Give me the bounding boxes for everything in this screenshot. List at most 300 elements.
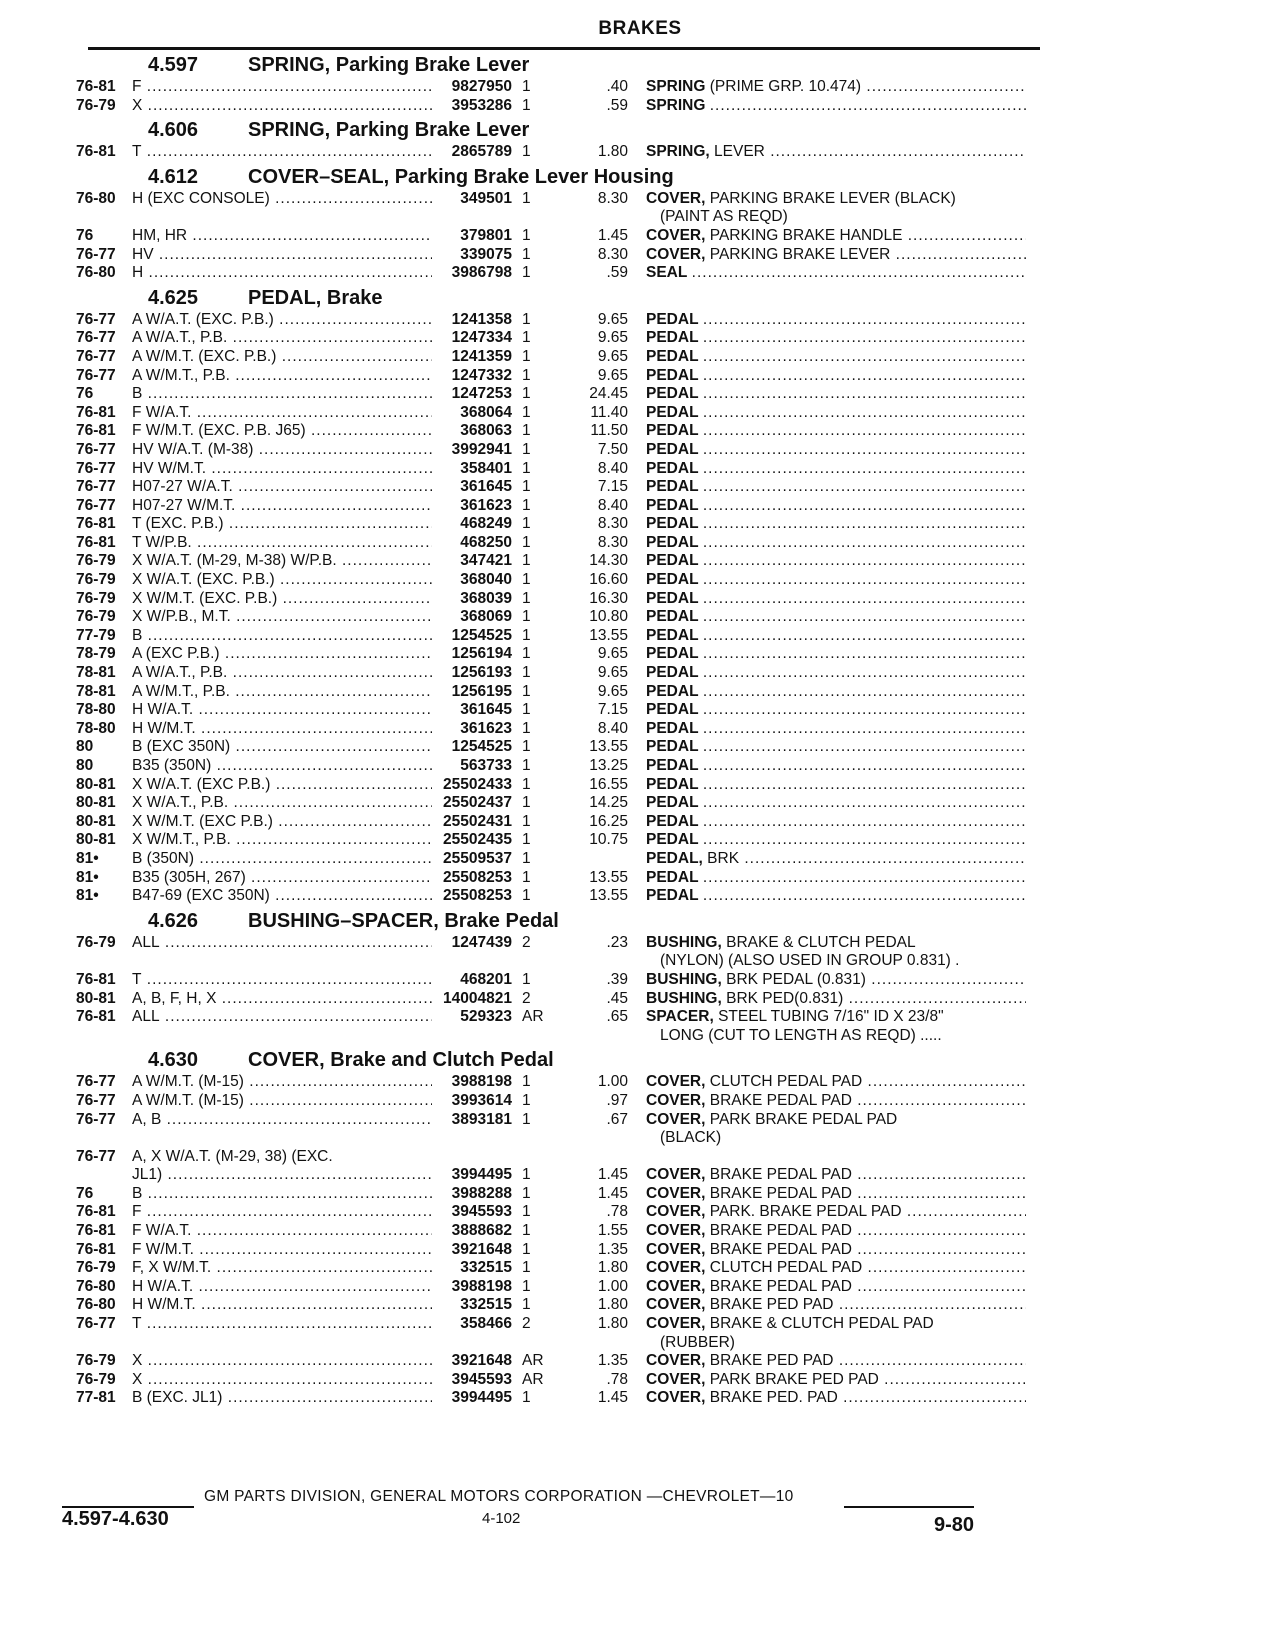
description-detail <box>703 497 1026 514</box>
price: 9.65 <box>597 310 628 328</box>
model-years: 80-81 <box>76 794 116 812</box>
part-number: 1256195 <box>451 682 512 700</box>
table-row <box>76 720 1046 739</box>
price: 8.30 <box>597 245 628 263</box>
application <box>132 367 432 386</box>
description-keyword: PEDAL <box>646 887 699 905</box>
description-keyword: BUSHING, <box>646 989 722 1007</box>
part-number: 3988198 <box>451 1073 512 1091</box>
part-number: 25508253 <box>443 887 512 905</box>
table-row <box>76 1315 1046 1352</box>
description-detail: PARKING BRAKE LEVER ..... <box>710 246 1026 263</box>
part-number: 1256194 <box>451 645 512 663</box>
price: .78 <box>606 1203 628 1221</box>
price: .23 <box>606 933 628 951</box>
table-row <box>76 348 1046 367</box>
description-line <box>646 1278 1026 1295</box>
description <box>646 571 1026 590</box>
description-keyword: PEDAL <box>646 626 699 644</box>
description <box>646 645 1026 664</box>
quantity: 1 <box>522 478 531 496</box>
description-keyword: COVER, <box>646 1203 706 1221</box>
application-text: HM, HR ..... <box>132 227 432 244</box>
description <box>646 1241 1026 1260</box>
description-keyword: COVER, <box>646 245 706 263</box>
description <box>646 311 1026 330</box>
description-keyword: COVER, <box>646 189 706 207</box>
section-title: SPRING, Parking Brake Lever <box>248 119 530 142</box>
description-keyword: COVER, <box>646 1259 706 1277</box>
description-line <box>646 627 1026 644</box>
price: .78 <box>606 1370 628 1388</box>
description-line <box>646 497 1026 514</box>
price: 8.30 <box>597 515 628 533</box>
price: 1.00 <box>597 1277 628 1295</box>
description-continuation: (BLACK) <box>660 1129 722 1147</box>
model-years: 76-79 <box>76 571 116 589</box>
description <box>646 329 1026 348</box>
model-years: 80-81 <box>76 775 116 793</box>
price: 9.65 <box>597 366 628 384</box>
section-title: SPRING, Parking Brake Lever <box>248 54 530 76</box>
description-detail: BRAKE PED PAD ..... <box>710 1352 1026 1369</box>
quantity: 1 <box>522 701 531 719</box>
part-number: 25502437 <box>443 794 512 812</box>
price: 9.65 <box>597 645 628 663</box>
application <box>132 311 432 330</box>
model-years: 76-77 <box>76 310 116 328</box>
application <box>132 385 432 404</box>
description-line <box>646 1241 1026 1258</box>
description <box>646 971 1026 990</box>
application-text: B35 (305H, 267) ..... <box>132 869 432 886</box>
table-row <box>76 869 1046 888</box>
table-row <box>76 813 1046 832</box>
description-detail <box>703 348 1026 365</box>
application <box>132 683 432 702</box>
catalog-section <box>76 119 1046 162</box>
price: 7.50 <box>597 440 628 458</box>
title-rule <box>88 47 1040 50</box>
table-row <box>76 757 1046 776</box>
application-text: F W/A.T. ..... <box>132 1222 432 1239</box>
table-row <box>76 934 1046 971</box>
description-line <box>646 1296 1026 1313</box>
part-number: 9827950 <box>451 78 512 95</box>
description-continuation: LONG (CUT TO LENGTH AS REQD) ..... <box>660 1026 942 1044</box>
quantity: 1 <box>522 459 531 477</box>
description-keyword: PEDAL <box>646 719 699 737</box>
description <box>646 367 1026 386</box>
price: 13.25 <box>589 757 628 774</box>
description-detail <box>703 422 1026 439</box>
application <box>132 552 432 571</box>
description-keyword: PEDAL <box>646 533 699 551</box>
application-text: A W/A.T. (EXC. P.B.) ..... <box>132 311 432 328</box>
application-text: X W/A.T. (EXC. P.B.) ..... <box>132 571 432 588</box>
description-keyword: PEDAL <box>646 366 699 384</box>
price: 24.45 <box>589 385 628 403</box>
application <box>132 264 432 283</box>
description-keyword: SEAL <box>646 264 688 282</box>
application <box>132 246 432 265</box>
description-detail <box>703 311 1026 328</box>
description-detail <box>703 757 1026 774</box>
table-row <box>76 515 1046 534</box>
application-text: T W/P.B. ..... <box>132 534 432 551</box>
table-row <box>76 441 1046 460</box>
part-number: 529323 <box>460 1008 512 1026</box>
application <box>132 1352 432 1371</box>
application <box>132 1296 432 1315</box>
description <box>646 227 1026 246</box>
price: 16.60 <box>589 571 628 589</box>
price: 9.65 <box>597 664 628 682</box>
application-text: X W/A.T. (M-29, M-38) W/P.B. ..... <box>132 552 432 569</box>
model-years: 76-81 <box>76 1008 116 1026</box>
application <box>132 794 432 813</box>
description-detail <box>703 776 1026 793</box>
description-line <box>646 1203 1026 1220</box>
quantity: 1 <box>522 608 531 626</box>
quantity: 1 <box>522 366 531 384</box>
description-line <box>646 1073 1026 1090</box>
description-keyword: PEDAL <box>646 403 699 421</box>
quantity: 1 <box>522 794 531 812</box>
description-line <box>646 869 1026 886</box>
application <box>132 534 432 553</box>
quantity: 1 <box>522 515 531 533</box>
footer-date: 9-80 <box>933 1514 974 1536</box>
description-continuation: (NYLON) (ALSO USED IN GROUP 0.831) . <box>660 952 960 970</box>
part-number: 358401 <box>460 459 512 477</box>
part-number: 347421 <box>460 552 512 570</box>
application-text: X W/A.T., P.B. ..... <box>132 794 432 811</box>
description-keyword: COVER, <box>646 1073 706 1091</box>
price: .39 <box>606 970 628 988</box>
description-keyword: COVER, <box>646 1110 706 1128</box>
application-text: B ..... <box>132 627 432 644</box>
description-line <box>646 1259 1026 1276</box>
quantity: AR <box>522 1370 544 1388</box>
description-keyword: PEDAL <box>646 664 699 682</box>
description <box>646 934 1026 971</box>
section-title: PEDAL, Brake <box>248 286 383 309</box>
description-detail: STEEL TUBING 7/16" ID X 23/8" <box>718 1008 944 1026</box>
description-keyword: PEDAL <box>646 775 699 793</box>
price: 1.00 <box>597 1073 628 1091</box>
catalog-section <box>76 287 1046 906</box>
quantity: 1 <box>522 422 531 440</box>
description-detail <box>703 385 1026 402</box>
model-years: 76-80 <box>76 1277 116 1295</box>
description-detail: PARK BRAKE PEDAL PAD <box>709 1110 898 1128</box>
application-text: H W/A.T. ..... <box>132 701 432 718</box>
application <box>132 887 432 906</box>
model-years: 76-77 <box>76 496 116 514</box>
description <box>646 1352 1026 1371</box>
section-title: COVER–SEAL, Parking Brake Lever Housing <box>248 165 674 188</box>
description-keyword: SPRING, <box>646 143 710 161</box>
description-detail <box>703 478 1026 495</box>
quantity: 1 <box>522 887 531 905</box>
application <box>132 422 432 441</box>
model-years: 76-79 <box>76 96 116 114</box>
part-number: 468249 <box>460 515 512 533</box>
description-keyword: COVER, <box>646 1277 706 1295</box>
model-years: 76-77 <box>76 1073 116 1091</box>
table-row <box>76 850 1046 869</box>
table-row <box>76 1389 1046 1408</box>
application <box>132 934 432 953</box>
description-detail <box>692 264 1026 281</box>
application-text: HV ..... <box>132 246 432 263</box>
application-text: F ..... <box>132 1203 432 1220</box>
model-years: 76-80 <box>76 1296 116 1314</box>
section-number: 4.625 <box>148 286 199 309</box>
quantity: 1 <box>522 264 531 282</box>
model-years: 76-77 <box>76 1315 116 1333</box>
description <box>646 990 1026 1009</box>
application <box>132 1278 432 1297</box>
part-number: 1247332 <box>451 366 512 384</box>
description <box>646 1278 1026 1297</box>
description-detail: BRAKE PEDAL PAD ..... <box>710 1241 1026 1258</box>
quantity: 1 <box>522 571 531 589</box>
description-detail: BRAKE PED. PAD ..... <box>710 1389 1026 1406</box>
table-row <box>76 1166 1046 1185</box>
description-detail <box>703 645 1026 662</box>
quantity: 1 <box>522 626 531 644</box>
table-row <box>76 1203 1046 1222</box>
description-detail <box>703 534 1026 551</box>
description-keyword: COVER, <box>646 1370 706 1388</box>
model-years: 76-80 <box>76 264 116 282</box>
description-detail <box>703 552 1026 569</box>
description-keyword: PEDAL <box>646 757 699 774</box>
application <box>132 1092 432 1111</box>
description-line <box>646 1352 1026 1369</box>
application <box>132 190 432 209</box>
description <box>646 869 1026 888</box>
description <box>646 348 1026 367</box>
description <box>646 143 1026 162</box>
description <box>646 78 1026 97</box>
application <box>132 971 432 990</box>
price: 16.30 <box>589 589 628 607</box>
description-line <box>646 460 1026 477</box>
section-heading <box>76 119 1046 143</box>
description-keyword: COVER, <box>646 1240 706 1258</box>
part-number: 25509537 <box>443 849 512 867</box>
catalog-section <box>76 910 1046 1046</box>
description-line <box>646 311 1026 328</box>
description-line <box>646 1111 897 1128</box>
quantity: 1 <box>522 1073 531 1091</box>
description-detail <box>703 460 1026 477</box>
price: 1.80 <box>597 1315 628 1333</box>
description-line <box>646 645 1026 662</box>
application <box>132 1371 432 1390</box>
section-heading <box>76 166 1046 190</box>
application-text: B47-69 (EXC 350N) ..... <box>132 887 432 904</box>
description <box>646 738 1026 757</box>
description-detail: BRK ..... <box>707 850 1026 867</box>
description-keyword: PEDAL <box>646 385 699 403</box>
table-row <box>76 329 1046 348</box>
description <box>646 1111 1026 1148</box>
model-years: 76-77 <box>76 440 116 458</box>
description-detail <box>703 720 1026 737</box>
description <box>646 1008 1026 1045</box>
quantity: 1 <box>522 589 531 607</box>
description <box>646 1371 1026 1390</box>
application <box>132 701 432 720</box>
application-text: A W/M.T. (M-15) ..... <box>132 1073 432 1090</box>
table-row <box>76 738 1046 757</box>
description <box>646 441 1026 460</box>
description-line <box>646 404 1026 421</box>
description-keyword: PEDAL <box>646 552 699 570</box>
price: 9.65 <box>597 329 628 347</box>
quantity: 1 <box>522 226 531 244</box>
description-detail: CLUTCH PEDAL PAD ..... <box>710 1073 1026 1090</box>
table-row <box>76 227 1046 246</box>
table-row <box>76 1111 1046 1148</box>
part-number: 361623 <box>460 719 512 737</box>
description <box>646 757 1026 776</box>
application-text: A W/A.T., P.B. ..... <box>132 664 432 681</box>
table-row <box>76 552 1046 571</box>
description-keyword: SPRING <box>646 78 706 95</box>
description-line <box>646 1315 934 1332</box>
description-detail: PARK. BRAKE PEDAL PAD ..... <box>710 1203 1026 1220</box>
model-years: 76-81 <box>76 970 116 988</box>
application <box>132 1111 432 1130</box>
application-text: T ..... <box>132 971 432 988</box>
description-line <box>646 552 1026 569</box>
table-row <box>76 627 1046 646</box>
table-row <box>76 776 1046 795</box>
description-line <box>646 683 1026 700</box>
footer-group-range: 4.597-4.630 <box>62 1508 169 1530</box>
description-line <box>646 143 1026 160</box>
price: 1.45 <box>597 1184 628 1202</box>
model-years: 76-81 <box>76 1203 116 1221</box>
quantity: 1 <box>522 1091 531 1109</box>
description-detail <box>703 887 1026 904</box>
description-keyword: COVER, <box>646 226 706 244</box>
description-line <box>646 608 1026 625</box>
price: 13.55 <box>589 868 628 886</box>
part-number: 3992941 <box>451 440 512 458</box>
description-keyword: BUSHING, <box>646 933 722 951</box>
table-row <box>76 990 1046 1009</box>
part-number: 3953286 <box>451 96 512 114</box>
quantity: 1 <box>522 385 531 403</box>
description-line <box>646 738 1026 755</box>
description-continuation: (PAINT AS REQD) <box>660 208 788 226</box>
part-number: 1241359 <box>451 347 512 365</box>
description <box>646 552 1026 571</box>
part-number: 3993614 <box>451 1091 512 1109</box>
quantity: 1 <box>522 78 531 95</box>
section-heading <box>76 1049 1046 1073</box>
description-keyword: PEDAL <box>646 478 699 496</box>
description-line <box>646 934 916 951</box>
description-keyword: COVER, <box>646 1296 706 1314</box>
description-line <box>646 367 1026 384</box>
description-keyword: PEDAL <box>646 738 699 756</box>
description-detail <box>703 367 1026 384</box>
application <box>132 813 432 832</box>
description-line <box>646 1222 1026 1239</box>
description <box>646 515 1026 534</box>
description-detail: BRAKE PEDAL PAD ..... <box>710 1166 1026 1183</box>
part-number: 368039 <box>460 589 512 607</box>
description-line <box>646 190 956 207</box>
section-heading <box>76 287 1046 311</box>
description-detail: BRAKE PEDAL PAD ..... <box>710 1222 1026 1239</box>
model-years: 76-79 <box>76 1352 116 1370</box>
description-line <box>646 1166 1026 1183</box>
application-text: A, B, F, H, X ..... <box>132 990 432 1007</box>
model-years: 76-77 <box>76 366 116 384</box>
part-number: 332515 <box>460 1296 512 1314</box>
table-row <box>76 190 1046 227</box>
table-row <box>76 701 1046 720</box>
description-line <box>646 776 1026 793</box>
table-row <box>76 311 1046 330</box>
description <box>646 701 1026 720</box>
description-line <box>646 385 1026 402</box>
table-row <box>76 1008 1046 1045</box>
description <box>646 478 1026 497</box>
model-years: 76-81 <box>76 422 116 440</box>
part-number: 1256193 <box>451 664 512 682</box>
table-row <box>76 608 1046 627</box>
description-line <box>646 348 1026 365</box>
description-line <box>646 990 1026 1007</box>
price: .59 <box>606 264 628 282</box>
description-line <box>646 1008 944 1025</box>
table-row <box>76 683 1046 702</box>
application <box>132 1203 432 1222</box>
quantity: 1 <box>522 347 531 365</box>
model-years: 76-79 <box>76 1259 116 1277</box>
table-row <box>76 1278 1046 1297</box>
description-detail <box>703 441 1026 458</box>
application-text: X W/P.B., M.T. ..... <box>132 608 432 625</box>
price: .97 <box>606 1091 628 1109</box>
part-number: 1247253 <box>451 385 512 403</box>
price: 14.25 <box>589 794 628 812</box>
part-number: 3986798 <box>451 264 512 282</box>
model-years: 80 <box>76 738 94 756</box>
quantity: 1 <box>522 552 531 570</box>
part-number: 332515 <box>460 1259 512 1277</box>
description-detail <box>703 683 1026 700</box>
table-row <box>76 478 1046 497</box>
quantity: 1 <box>522 533 531 551</box>
application <box>132 404 432 423</box>
table-row <box>76 794 1046 813</box>
description-detail: LEVER ..... <box>714 143 1026 160</box>
model-years: 76-79 <box>76 1370 116 1388</box>
part-number: 3988198 <box>451 1277 512 1295</box>
model-years: 78-79 <box>76 645 116 663</box>
description <box>646 1259 1026 1278</box>
